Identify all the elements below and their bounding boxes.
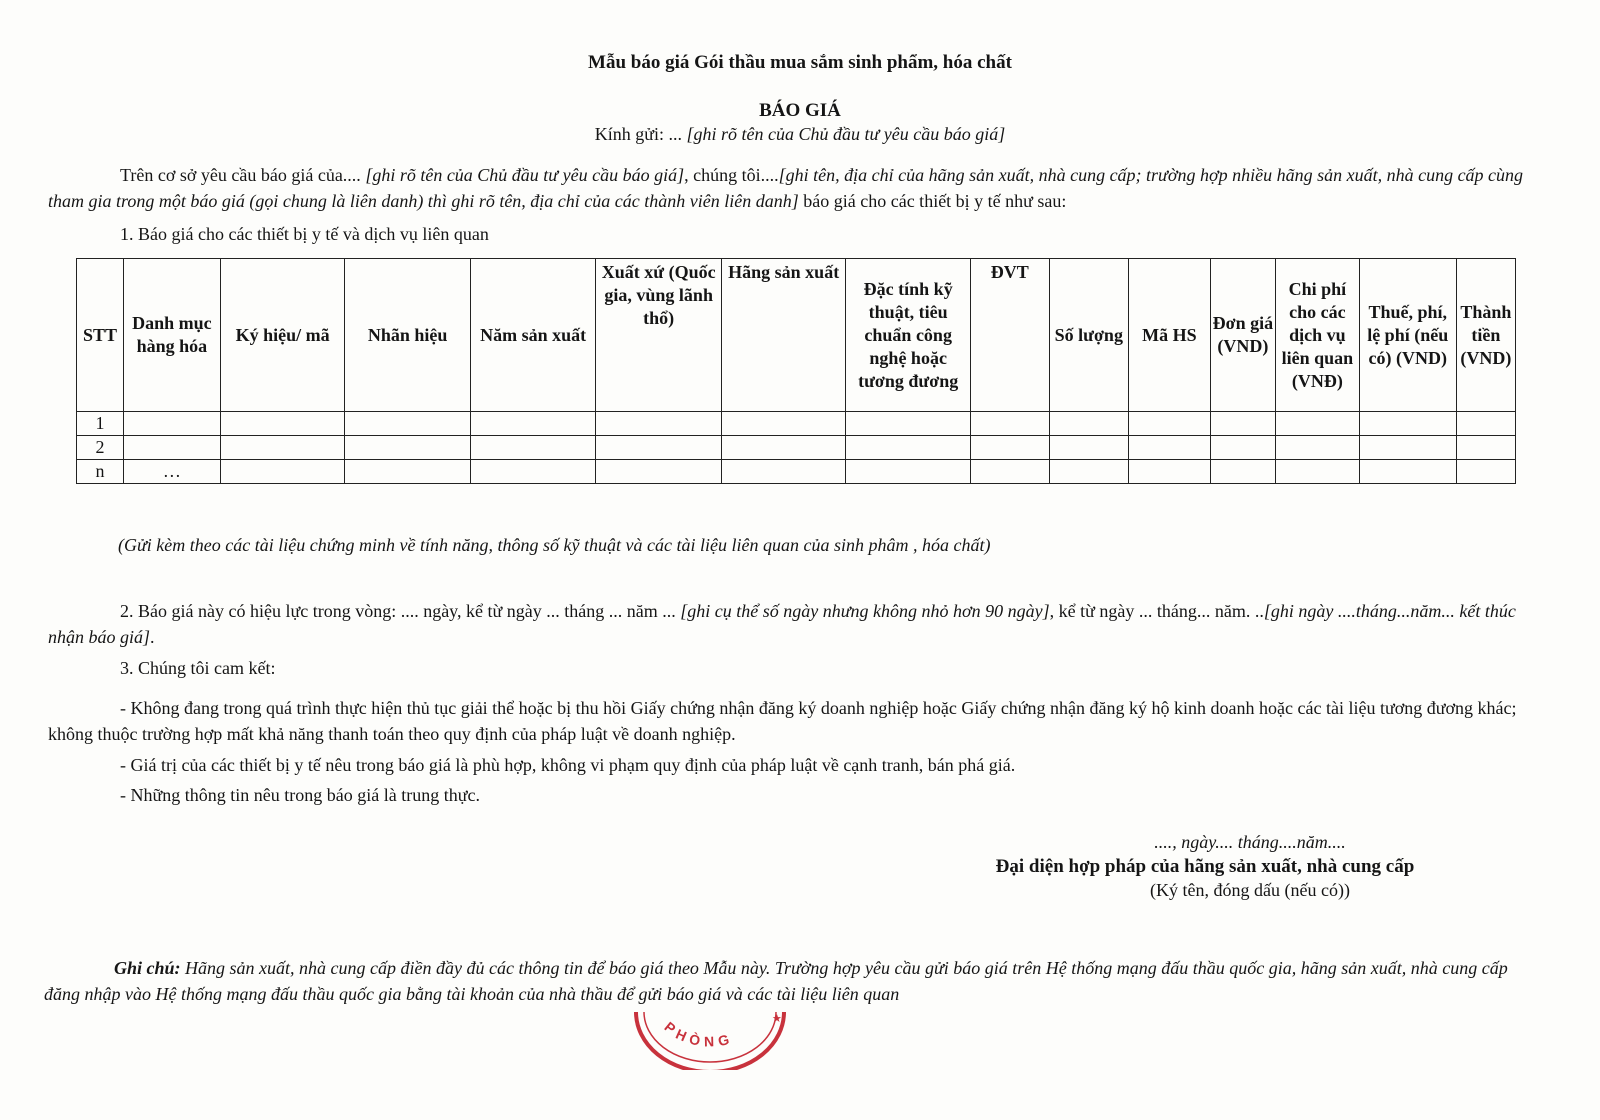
commitment-item: - Giá trị của các thiết bị y tế nêu trong báo giá là phù hợp, không vi phạm quy định của pháp luật về cạnh tranh, bán phá giá. bbox=[120, 755, 1016, 775]
intro-note-2: [ghi tên, địa chỉ của hãng sản xuất, nhà cung cấp; trường hợp nhiều hãng sản xuất, nhà cung cấp cùng tham gia trong một báo giá (gọi chung là liên danh) thì ghi rõ tên, địa chỉ của các thành viên liên danh] bbox=[48, 165, 1524, 211]
addressee-note: [ghi rõ tên của Chủ đầu tư yêu cầu báo giá] bbox=[686, 124, 1006, 144]
cell-stt: 2 bbox=[77, 436, 124, 460]
stamp-text: PHÒNG bbox=[661, 1018, 736, 1050]
validity-text-3: . bbox=[150, 627, 155, 647]
intro-text-2: , chúng tôi.... bbox=[684, 165, 779, 185]
validity-text-2: , kể từ ngày ... tháng... năm. .. bbox=[1049, 601, 1264, 621]
intro-text-1: Trên cơ sở yêu cầu báo giá của.... bbox=[120, 165, 361, 185]
col-header-don-gia: Đơn giá (VND) bbox=[1210, 259, 1275, 412]
footnote-label: Ghi chú: bbox=[114, 958, 181, 978]
cell-danh-muc bbox=[123, 436, 220, 460]
svg-text:PHÒNG bbox=[661, 1018, 735, 1049]
cell-danh-muc: … bbox=[123, 460, 220, 484]
col-header-dvt: ĐVT bbox=[970, 259, 1049, 412]
signature-representative: Đại diện hợp pháp của hãng sản xuất, nhà cung cấp bbox=[995, 856, 1415, 877]
svg-text:★: ★ bbox=[772, 1012, 782, 1025]
col-header-ma-hs: Mã HS bbox=[1129, 259, 1211, 412]
stamp-seal-icon bbox=[630, 1010, 790, 1070]
addressee-label: Kính gửi: ... bbox=[594, 124, 682, 144]
cell-danh-muc bbox=[123, 412, 220, 436]
validity-note-1: [ghi cụ thể số ngày nhưng không nhỏ hơn 90 ngày] bbox=[680, 601, 1050, 621]
col-header-nam-san-xuat: Năm sản xuất bbox=[470, 259, 596, 412]
intro-note-1: [ghi rõ tên của Chủ đầu tư yêu cầu báo giá] bbox=[365, 165, 685, 185]
col-header-nhan-hieu: Nhãn hiệu bbox=[345, 259, 471, 412]
cell-stt: n bbox=[77, 460, 124, 484]
col-header-so-luong: Số lượng bbox=[1049, 259, 1129, 412]
commitment-item: - Không đang trong quá trình thực hiện thủ tục giải thể hoặc bị thu hồi Giấy chứng nhận đăng ký doanh nghiệp hoặc Giấy chứng nhận đăng ký hộ kinh doanh hoặc các tài liệu tương đương khác; không thuộc trường hợp mất khả năng thanh toán theo quy định của pháp luật về doanh nghiệp. bbox=[48, 698, 1517, 744]
commitment-item: - Những thông tin nêu trong báo giá là trung thực. bbox=[120, 785, 480, 805]
cell-stt: 1 bbox=[77, 412, 124, 436]
addressee-line bbox=[0, 124, 1600, 145]
validity-note-2: [ghi ngày ....tháng...năm... kết thúc nhận báo giá] bbox=[48, 601, 1516, 647]
col-header-hang-san-xuat: Hãng sản xuất bbox=[721, 259, 846, 412]
footnote bbox=[44, 955, 1544, 1007]
quote-table bbox=[76, 258, 1516, 484]
col-header-ky-hieu: Ký hiệu/ mã bbox=[220, 259, 345, 412]
col-header-danh-muc: Danh mục hàng hóa bbox=[123, 259, 220, 412]
table-row bbox=[77, 460, 1516, 484]
intro-text-3: báo giá cho các thiết bị y tế như sau: bbox=[798, 191, 1067, 211]
signature-date: ...., ngày.... tháng....năm.... bbox=[1154, 832, 1346, 852]
col-header-dac-tinh: Đặc tính kỹ thuật, tiêu chuẩn công nghệ hoặc tương đương bbox=[846, 259, 971, 412]
col-header-thanh-tien: Thành tiền (VND) bbox=[1456, 259, 1515, 412]
section1-heading: 1. Báo giá cho các thiết bị y tế và dịch vụ liên quan bbox=[120, 224, 489, 244]
table-row bbox=[77, 436, 1516, 460]
col-header-chi-phi: Chi phí cho các dịch vụ liên quan (VNĐ) bbox=[1276, 259, 1360, 412]
intro-paragraph bbox=[48, 162, 1548, 214]
signature-note: (Ký tên, đóng dấu (nếu có)) bbox=[1150, 880, 1350, 900]
col-header-thue-phi: Thuế, phí, lệ phí (nếu có) (VND) bbox=[1359, 259, 1456, 412]
document-title: Mẫu báo giá Gói thầu mua sắm sinh phẩm, hóa chất bbox=[588, 52, 1012, 73]
validity-text-1: 2. Báo giá này có hiệu lực trong vòng: .... ngày, kể từ ngày ... tháng ... năm ... bbox=[120, 601, 681, 621]
section2-validity bbox=[48, 598, 1548, 650]
col-header-stt: STT bbox=[77, 259, 124, 412]
col-header-xuat-xu: Xuất xứ (Quốc gia, vùng lãnh thổ) bbox=[596, 259, 722, 412]
table-row bbox=[77, 412, 1516, 436]
section3-heading: 3. Chúng tôi cam kết: bbox=[120, 658, 276, 678]
attachment-note: (Gửi kèm theo các tài liệu chứng minh về tính năng, thông số kỹ thuật và các tài liệu liên quan của sinh phâm , hóa chất) bbox=[118, 535, 991, 555]
table-header-row bbox=[77, 259, 1516, 412]
quote-heading: BÁO GIÁ bbox=[759, 100, 841, 121]
footnote-text: Hãng sản xuất, nhà cung cấp điền đầy đủ các thông tin để báo giá theo Mẫu này. Trường hợp yêu cầu gửi báo giá trên Hệ thống mạng đấu thầu quốc gia, hãng sản xuất, nhà cung cấp đăng nhập vào Hệ thống mạng đấu thầu quốc gia bằng tài khoản của nhà thầu để gửi báo giá và các tài liệu liên quan bbox=[44, 958, 1508, 1004]
